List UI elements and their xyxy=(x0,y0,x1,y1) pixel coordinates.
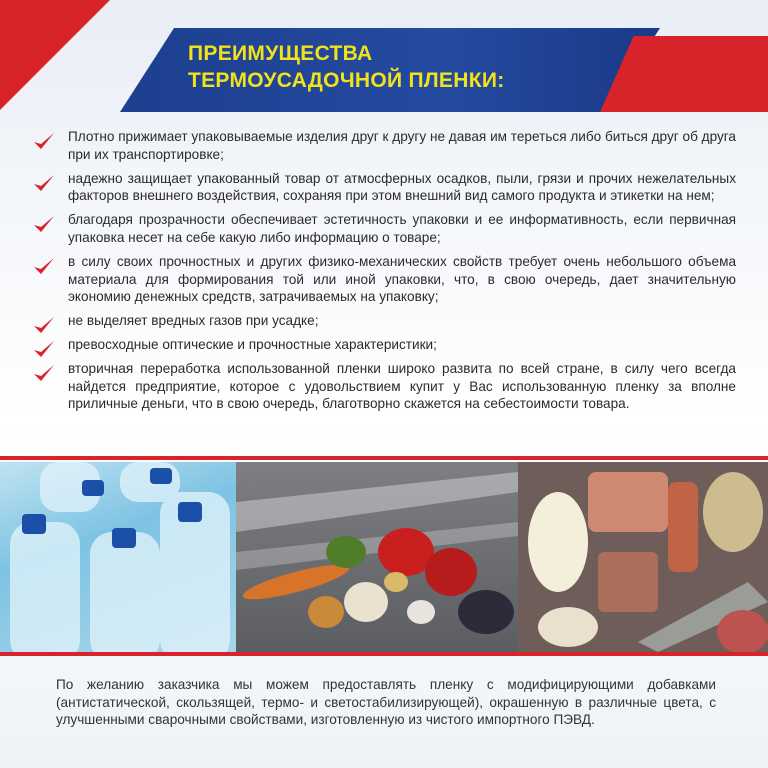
vegetables-photo xyxy=(236,462,518,652)
footer-note: По желанию заказчика мы можем предоставлять пленку с модифицирующими добавками (антистатической, скользящей, термо- и светостабилизирующей), окрашенную в различные цвета, с улучшенными сварочными свойствами, изготовленную из чистого импортного ПЭВД. xyxy=(56,677,716,727)
benefit-item xyxy=(30,211,736,247)
corner-red-decoration xyxy=(0,0,110,110)
checkmark-icon xyxy=(32,130,56,154)
checkmark-icon xyxy=(32,314,56,338)
checkmark-icon xyxy=(32,362,56,386)
benefit-item xyxy=(30,170,736,206)
checkmark-icon xyxy=(32,172,56,196)
checkmark-icon xyxy=(32,213,56,237)
checkmark-icon xyxy=(32,338,56,362)
divider-bottom xyxy=(0,652,768,656)
benefit-text: превосходные оптические и прочностные характеристики; xyxy=(68,336,437,352)
bottles-illustration xyxy=(0,462,236,652)
benefit-text: надежно защищает упакованный товар от атмосферных осадков, пыли, грязи и прочих нежелательных факторов внешнего воздействия, сохраняя при этом внешний вид самого продукта и этикетки на нем; xyxy=(68,170,736,204)
bottles-photo xyxy=(0,462,236,652)
benefit-item xyxy=(30,312,736,330)
benefit-text: Плотно прижимает упаковываемые изделия друг к другу не давая им тереться либо биться друг об друга при их транспортировке; xyxy=(68,129,736,162)
benefit-text: в силу своих прочностных и других физико-механических свойств требует очень небольшого объема материала для формирования той или иной упаковки, что, в свою очередь, дает значительную экономию денежных средств, затрачиваемых на упаковку; xyxy=(68,253,736,305)
page-title xyxy=(188,40,505,94)
benefit-text: вторичная переработка использованной пленки широко развита по всей стране, в силу чего всегда найдется предприятие, которое с удовольствием купит у Вас использованную пленку за вполне приличные деньги, что в свою очередь, благотворно скажется на себестоимости товара. xyxy=(68,360,736,412)
packaged-food-photo xyxy=(518,462,768,652)
vegetables-illustration xyxy=(236,462,518,652)
benefit-item xyxy=(30,360,736,413)
photo-strip xyxy=(0,462,768,652)
benefit-item xyxy=(30,128,736,164)
divider-top xyxy=(0,456,768,460)
packaged-food-illustration xyxy=(518,462,768,652)
benefits-list xyxy=(30,128,736,419)
benefit-text: не выделяет вредных газов при усадке; xyxy=(68,313,319,329)
benefit-item xyxy=(30,253,736,306)
benefit-item xyxy=(30,336,736,354)
title-line-2: ТЕРМОУСАДОЧНОЙ ПЛЕНКИ: xyxy=(188,69,505,92)
checkmark-icon xyxy=(32,255,56,279)
benefit-text: благодаря прозрачности обеспечивает эстетичность упаковки и ее информативность, если первичная упаковка несет на себе какую либо информацию о товаре; xyxy=(68,212,736,245)
title-line-1: ПРЕИМУЩЕСТВА xyxy=(188,42,373,65)
